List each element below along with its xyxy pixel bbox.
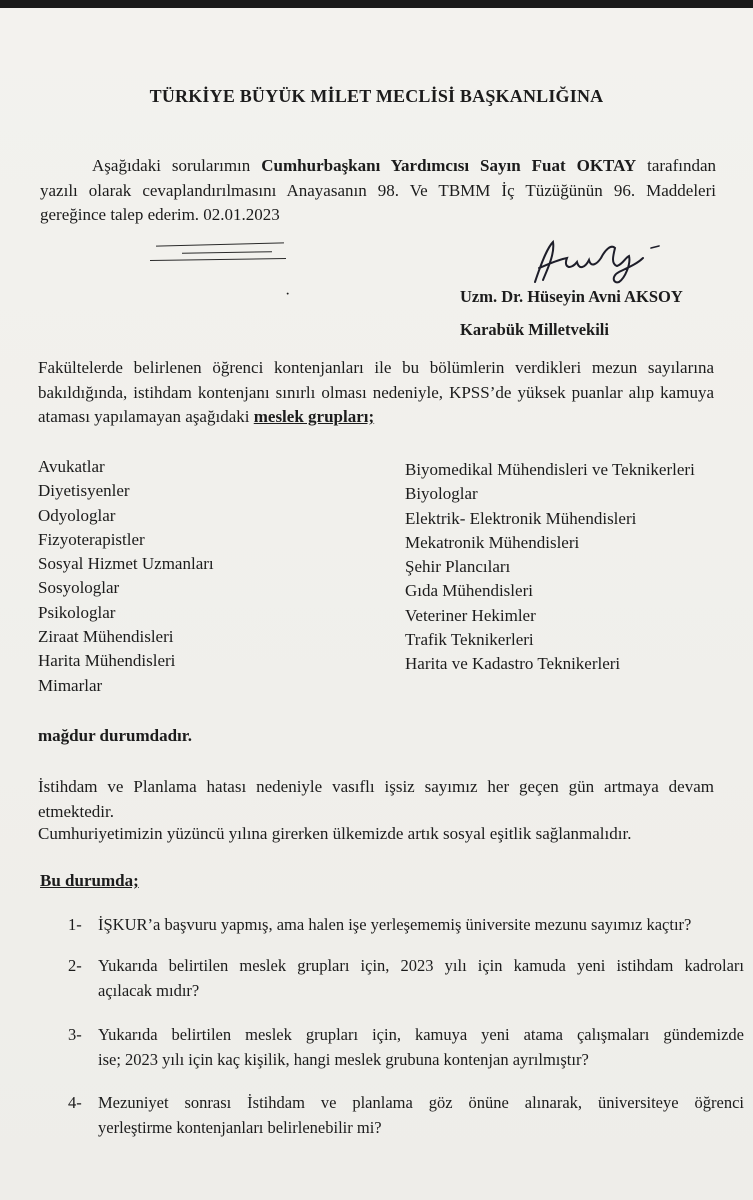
question-item: 1- İŞKUR’a başvuru yapmış, ama halen işe yerleşememiş üniversite mezunu sayımız kaçtır?: [68, 912, 748, 938]
question-number: 3-: [68, 1025, 82, 1044]
profession-list-right: [405, 458, 695, 677]
handwritten-dash-3: [150, 258, 286, 261]
list-item: Biyomedikal Mühendisleri ve Teknikerleri: [405, 460, 695, 479]
intro-line-2: yazılı olarak cevaplandırılmasını Anayasanın 98. Ve TBMM İç Tüzüğünün 96. Maddeleri: [40, 180, 716, 200]
list-item: Trafik Teknikerleri: [405, 630, 534, 650]
employment-paragraph: İstihdam ve Planlama hatası nedeniyle vasıflı işsiz sayımız her geçen gün artmaya devam etmektedir.: [38, 777, 714, 821]
list-item: Sosyologlar: [38, 578, 120, 598]
list-item: Psikologlar: [38, 602, 116, 622]
handwritten-signature: [527, 234, 667, 294]
list-item: Avukatlar: [38, 457, 105, 476]
list-item: Veteriner Hekimler: [405, 605, 536, 625]
document-page: [0, 8, 753, 1200]
document-header: TÜRKİYE BÜYÜK MİLET MECLİSİ BAŞKANLIĞINA: [149, 86, 604, 106]
list-item: Odyologlar: [38, 505, 116, 525]
bleed-through-text: [70, 278, 74, 296]
context-paragraph: Fakültelerde belirlenen öğrenci kontenjanları ile bu bölümlerin verdikleri mezun sayılarına bakıldığında, istihdam kontenjanı sınırlı olması nedeniyle, KPSS’de yüksek puanlar alıp kamuya ataması yapılamayan aşağıdaki meslek grupları;: [38, 358, 714, 426]
stray-dot: ·: [285, 286, 291, 303]
equality-paragraph: Cumhuriyetimizin yüzüncü yılına girerken ülkemizde artık sosyal eşitlik sağlanmalıdır.: [38, 824, 632, 843]
profession-list-left: [38, 455, 214, 698]
question-number: 1-: [68, 915, 82, 934]
signer-title: Karabük Milletvekili: [460, 320, 609, 339]
intro-line-3: gereğince talep ederim. 02.01.2023: [40, 205, 280, 224]
list-item: Harita Mühendisleri: [38, 651, 176, 671]
question-item: 3- Yukarıda belirtilen meslek grupları için, kamuya yeni atama çalışmaları gündemizde ise; 2023 yılı için kaç kişilik, hangi meslek grubuna kontenjan ayrılmıştır?: [68, 1022, 748, 1074]
list-item: Ziraat Mühendisleri: [38, 627, 174, 647]
list-item: Elektrik- Elektronik Mühendisleri: [405, 508, 637, 528]
question-item: 2- Yukarıda belirtilen meslek grupları için, 2023 yılı için kamuda yeni istihdam kadroları açılacak mıdır?: [68, 953, 748, 1005]
list-item: Fizyoterapistler: [38, 529, 145, 549]
meslek-gruplari-heading: meslek grupları;: [253, 407, 375, 426]
list-item: Mimarlar: [38, 675, 103, 695]
question-number: 4-: [68, 1093, 82, 1112]
signer-name: Uzm. Dr. Hüseyin Avni AKSOY: [460, 287, 683, 306]
list-item: Şehir Plancıları: [405, 557, 511, 577]
list-item: Gıda Mühendisleri: [405, 581, 533, 601]
list-item: Diyetisyenler: [38, 481, 130, 501]
addressee: Cumhurbaşkanı Yardımcısı Sayın Fuat OKTAY: [261, 156, 637, 175]
list-item: Mekatronik Mühendisleri: [405, 532, 580, 552]
questions-heading: Bu durumda;: [40, 871, 139, 890]
magdur-statement: mağdur durumdadır.: [38, 726, 192, 745]
question-item: 4- Mezuniyet sonrası İstihdam ve planlama göz önüne alınarak, üniversiteye öğrenci yerleştirme kontenjanları belirlenebilir mi?: [68, 1090, 748, 1142]
intro-paragraph: [40, 154, 716, 228]
list-item: Harita ve Kadastro Teknikerleri: [405, 654, 621, 674]
list-item: Biyologlar: [405, 484, 478, 504]
handwritten-dash-1: [156, 242, 284, 247]
intro-line-1: Aşağıdaki sorularımın Cumhurbaşkanı Yardımcısı Sayın Fuat OKTAY tarafından: [92, 156, 717, 175]
handwritten-dash-2: [182, 251, 272, 254]
list-item: Sosyal Hizmet Uzmanları: [38, 554, 214, 574]
question-number: 2-: [68, 956, 82, 975]
